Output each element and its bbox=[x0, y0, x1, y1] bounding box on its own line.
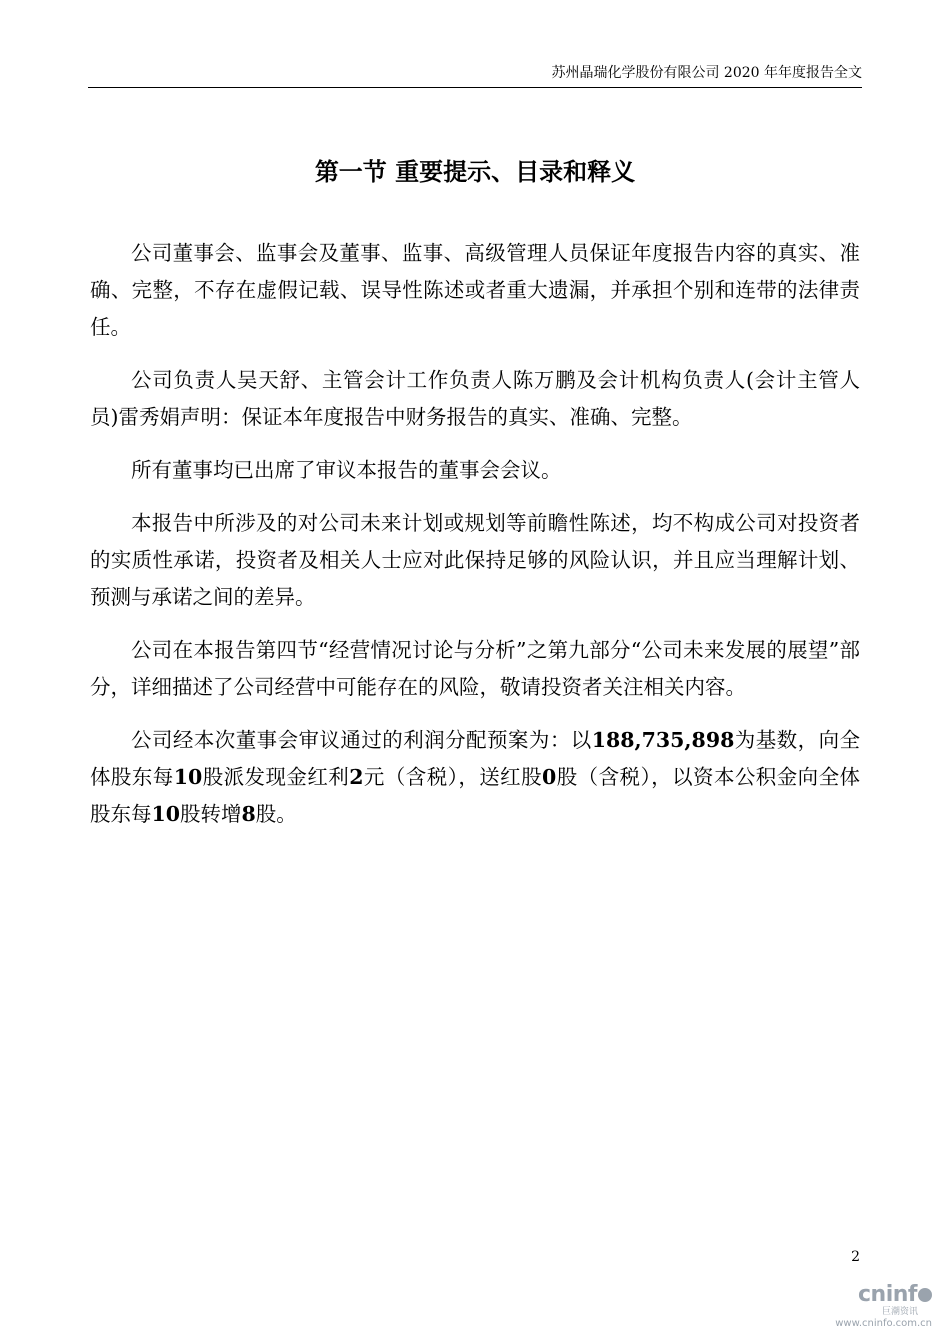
paragraph-financial-statement-declaration: 公司负责人吴天舒、主管会计工作负责人陈万鹏及会计机构负责人(会计主管人员)雷秀娟声明：保证本年度报告中财务报告的真实、准确、完整。 bbox=[90, 368, 860, 429]
cash-dividend-amount: 2 bbox=[349, 765, 364, 789]
paragraph-forward-looking-statement: 本报告中所涉及的对公司未来计划或规划等前瞻性陈述，均不构成公司对投资者的实质性承诺，投资者及相关人士应对此保持足够的风险认识，并且应当理解计划、预测与承诺之间的差异。 bbox=[90, 511, 860, 609]
distribution-text: 股。 bbox=[255, 802, 297, 826]
paragraph-profit-distribution bbox=[90, 722, 860, 833]
base-share-count: 188,735,898 bbox=[591, 728, 735, 752]
distribution-text: 股（含税），以资本公积金向全体股东每 bbox=[90, 765, 861, 826]
per-share-unit: 10 bbox=[151, 802, 181, 826]
distribution-text: 公司经本次董事会审议通过的利润分配预案为：以 bbox=[131, 728, 592, 752]
watermark-subtitle: 巨潮资讯 bbox=[881, 1307, 918, 1317]
paragraph-board-attendance: 所有董事均已出席了审议本报告的董事会会议。 bbox=[131, 458, 562, 482]
conversion-share-amount: 8 bbox=[241, 802, 256, 826]
cninfo-watermark-logo bbox=[832, 1283, 932, 1330]
report-header-title: 苏州晶瑞化学股份有限公司 2020 年年度报告全文 bbox=[551, 65, 862, 81]
header-divider bbox=[88, 87, 862, 88]
watermark-brand-row bbox=[832, 1283, 932, 1307]
paragraph-responsibility-statement: 公司董事会、监事会及董事、监事、高级管理人员保证年度报告内容的真实、准确、完整，不存在虚假记载、误导性陈述或者重大遗漏，并承担个别和连带的法律责任。 bbox=[90, 241, 860, 339]
paragraph-risk-reference: 公司在本报告第四节“经营情况讨论与分析”之第九部分“公司未来发展的展望”部分，详细描述了公司经营中可能存在的风险，敬请投资者关注相关内容。 bbox=[90, 638, 860, 699]
watermark-brand: cninf bbox=[858, 1282, 917, 1307]
distribution-text: 股派发现金红利 bbox=[202, 765, 350, 789]
distribution-text: 股转增 bbox=[180, 802, 242, 826]
bonus-share-amount: 0 bbox=[542, 765, 557, 789]
document-body bbox=[90, 235, 860, 849]
distribution-text: 元（含税），送红股 bbox=[363, 765, 543, 789]
cninfo-logo-icon bbox=[918, 1288, 932, 1302]
per-share-unit: 10 bbox=[173, 765, 203, 789]
distribution-text: 为基数，向全体股东每 bbox=[90, 728, 861, 789]
watermark-url: www.cninfo.com.cn bbox=[835, 1318, 932, 1329]
section-title: 第一节 重要提示、目录和释义 bbox=[314, 157, 636, 186]
page-number: 2 bbox=[851, 1249, 860, 1265]
